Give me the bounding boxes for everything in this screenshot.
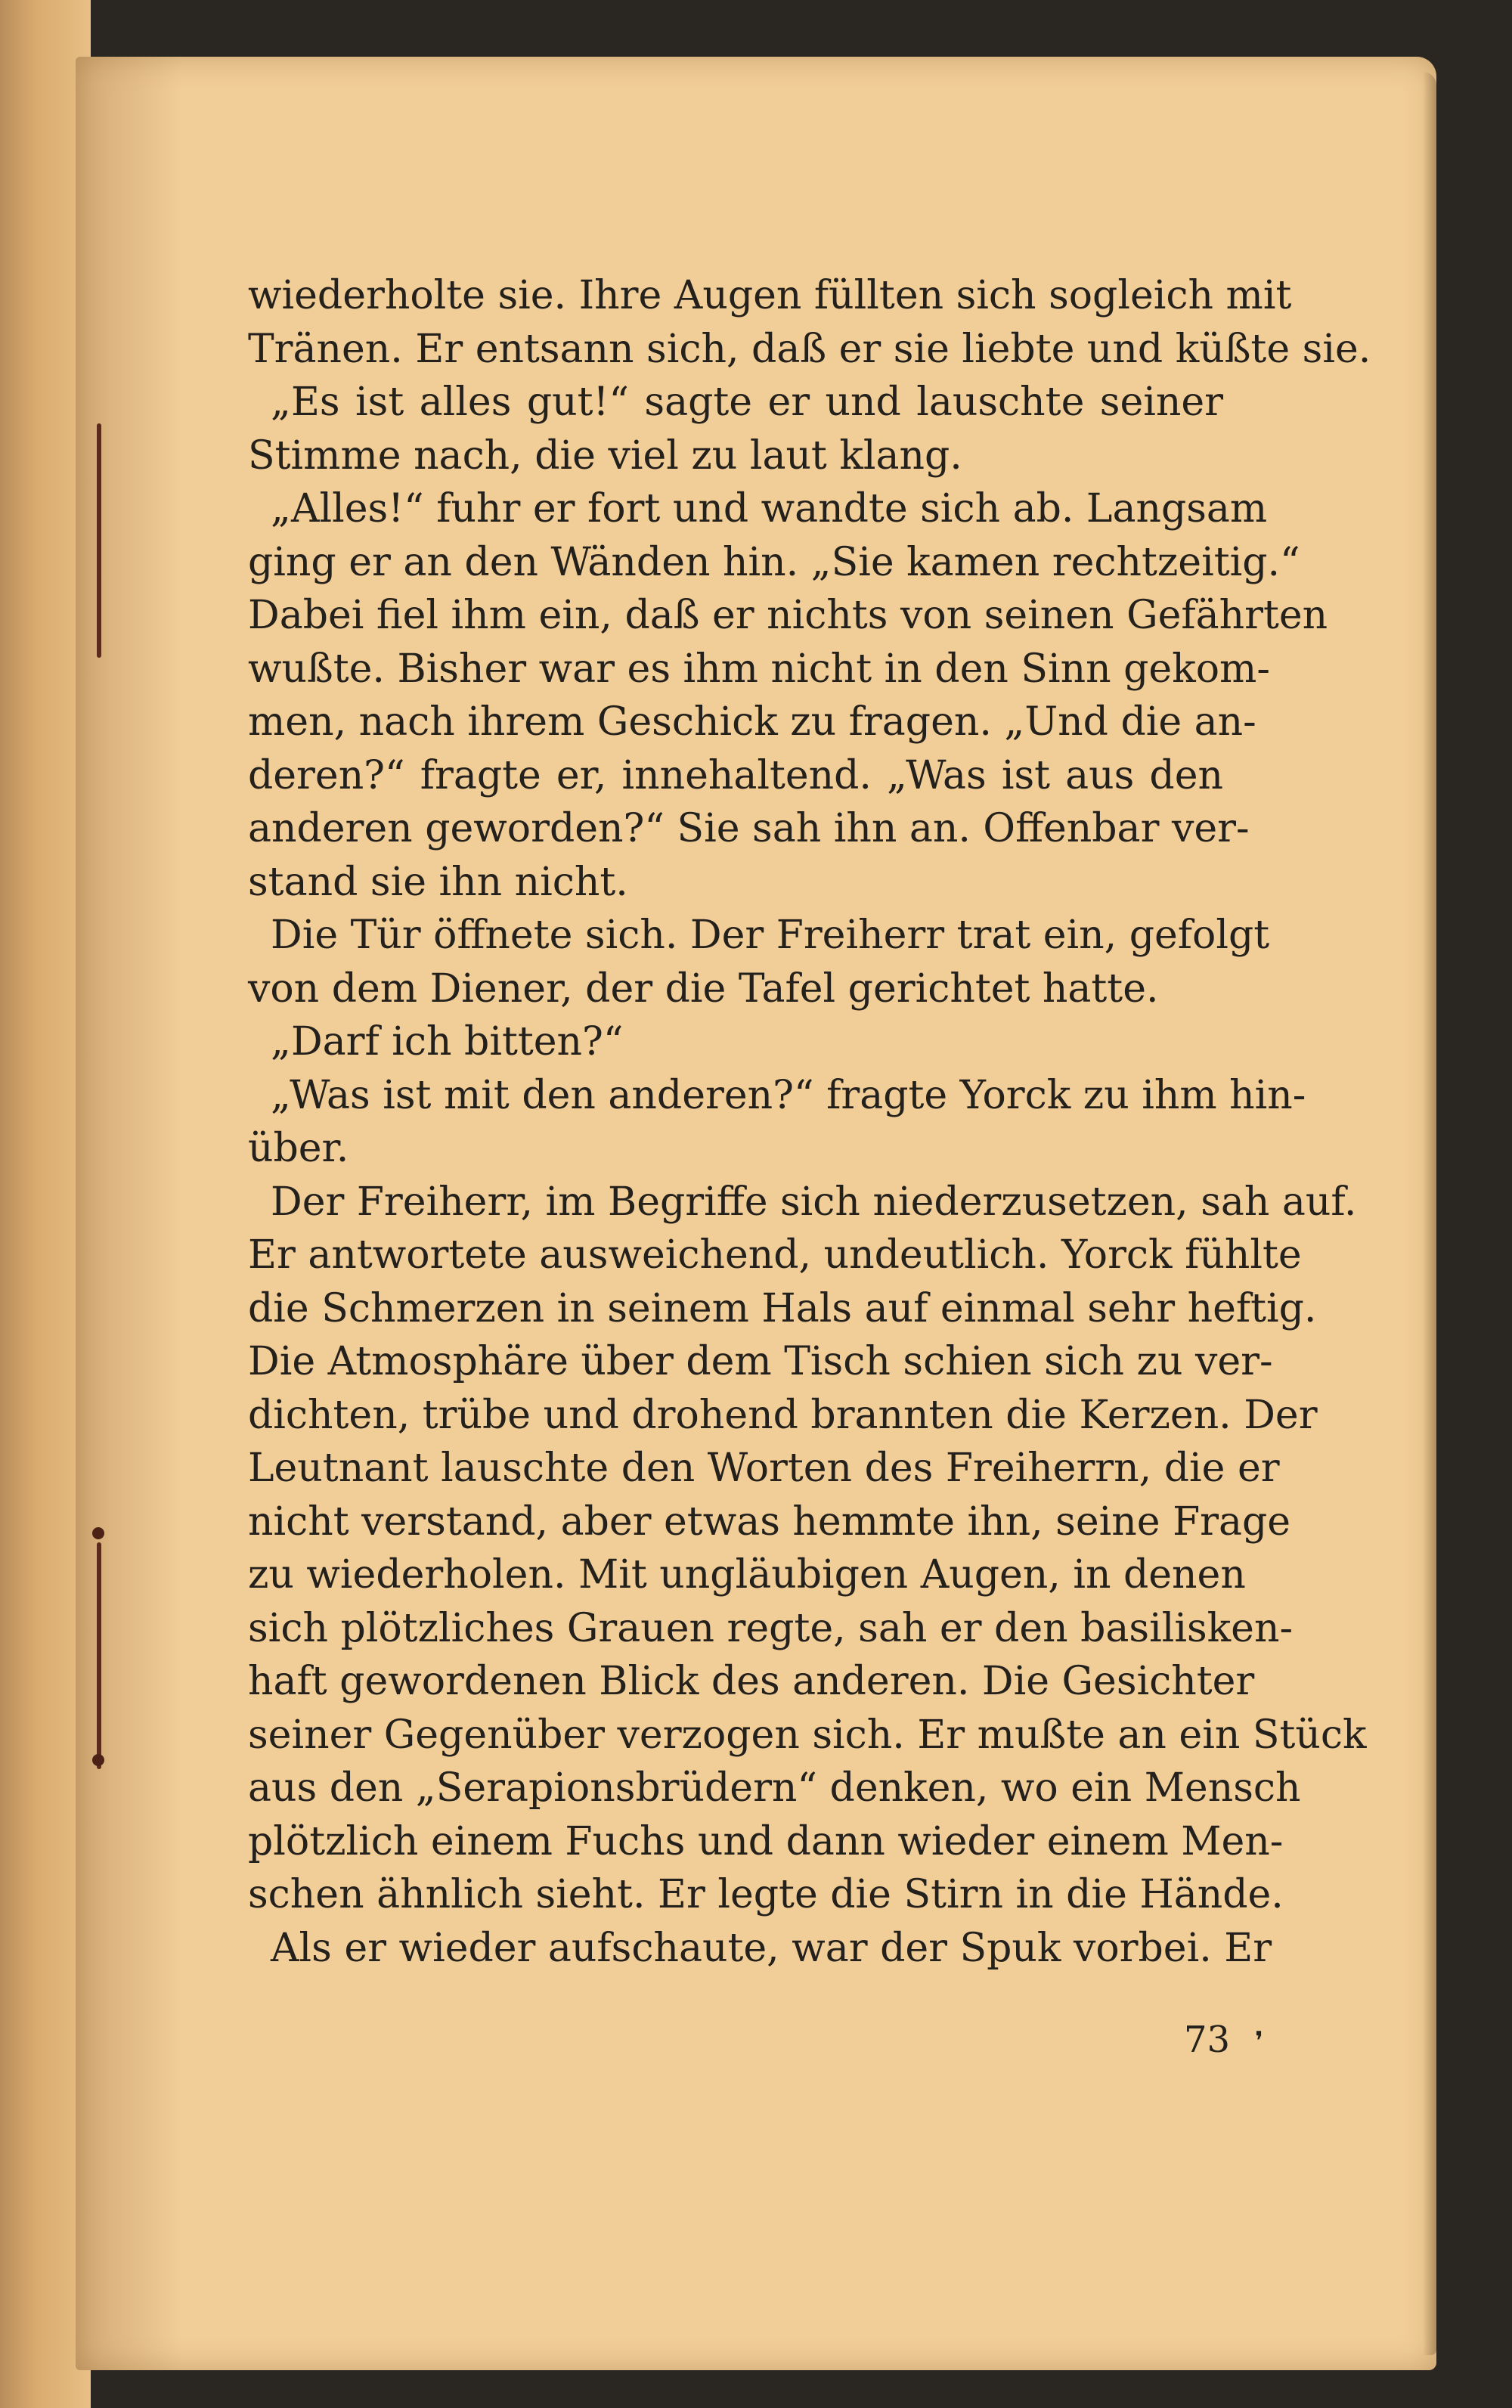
text-line: Stimme nach, die viel zu laut klang. bbox=[248, 432, 962, 479]
text-line: sich plötzliches Grauen regte, sah er den basilisken- bbox=[248, 1605, 1294, 1651]
text-line: seiner Gegenüber verzogen sich. Er mußte an ein Stück bbox=[248, 1712, 1367, 1758]
text-line: Dabei fiel ihm ein, daß er nichts von seinen Gefährten bbox=[248, 593, 1328, 638]
binding-stitch bbox=[97, 423, 101, 658]
text-line: dichten, trübe und drohend brannten die Kerzen. Der bbox=[248, 1392, 1318, 1438]
text-line: haft gewordenen Blick des anderen. Die Gesichter bbox=[248, 1659, 1255, 1704]
binding-stitch bbox=[97, 1542, 101, 1769]
text-line: die Schmerzen in seinem Hals auf einmal sehr heftig. bbox=[248, 1285, 1317, 1331]
text-line: men, nach ihrem Geschick zu fragen. „Und die an- bbox=[248, 699, 1256, 745]
binding-thread-knot bbox=[92, 1527, 104, 1539]
text-line: Die Tür öffnete sich. Der Freiherr trat ein, gefolgt bbox=[271, 913, 1270, 958]
text-line: Leutnant lauschte den Worten des Freiherrn, die er bbox=[248, 1446, 1280, 1491]
page-number: 73 bbox=[1184, 2019, 1231, 2061]
text-line: wußte. Bisher war es ihm nicht in den Sinn gekom- bbox=[248, 646, 1270, 692]
binding-thread-knot bbox=[92, 1754, 104, 1766]
text-line: zu wiederholen. Mit ungläubigen Augen, in denen bbox=[248, 1552, 1246, 1598]
text-line: aus den „Serapionsbrüdern“ denken, wo ein Mensch bbox=[248, 1765, 1301, 1811]
page-edge-shadow bbox=[1423, 72, 1436, 2355]
text-line: über. bbox=[248, 1126, 349, 1171]
text-line: deren?“ fragte er, innehaltend. „Was ist aus den bbox=[248, 752, 1223, 798]
text-line: anderen geworden?“ Sie sah ihn an. Offenbar ver- bbox=[248, 806, 1250, 851]
text-line: Die Atmosphäre über dem Tisch schien sich zu ver- bbox=[248, 1339, 1273, 1384]
text-line: Tränen. Er entsann sich, daß er sie liebte und küßte sie. bbox=[248, 326, 1371, 372]
text-line: stand sie ihn nicht. bbox=[248, 859, 628, 905]
text-line: Der Freiherr, im Begriffe sich niederzusetzen, sah auf. bbox=[271, 1179, 1357, 1225]
text-line: ging er an den Wänden hin. „Sie kamen rechtzeitig.“ bbox=[248, 539, 1300, 585]
text-line: plötzlich einem Fuchs und dann wieder einem Men- bbox=[248, 1818, 1284, 1864]
text-line: „Es ist alles gut!“ sagte er und lauschte seiner bbox=[271, 380, 1223, 425]
text-line: Er antwortete ausweichend, undeutlich. Yorck fühlte bbox=[248, 1232, 1302, 1278]
page-mark: ❜ bbox=[1255, 2026, 1263, 2056]
text-line: „Was ist mit den anderen?“ fragte Yorck zu ihm hin- bbox=[271, 1072, 1306, 1118]
text-line: „Alles!“ fuhr er fort und wandte sich ab. Langsam bbox=[271, 486, 1268, 531]
text-line: Als er wieder aufschaute, war der Spuk vorbei. Er bbox=[271, 1925, 1272, 1971]
text-line: nicht verstand, aber etwas hemmte ihn, seine Frage bbox=[248, 1498, 1291, 1545]
text-line: wiederholte sie. Ihre Augen füllten sich sogleich mit bbox=[248, 273, 1292, 318]
text-line: schen ähnlich sieht. Er legte die Stirn in die Hände. bbox=[248, 1872, 1284, 1917]
text-line: von dem Diener, der die Tafel gerichtet hatte. bbox=[248, 965, 1159, 1012]
body-text bbox=[248, 269, 1371, 1975]
text-line: „Darf ich bitten?“ bbox=[271, 1019, 624, 1065]
